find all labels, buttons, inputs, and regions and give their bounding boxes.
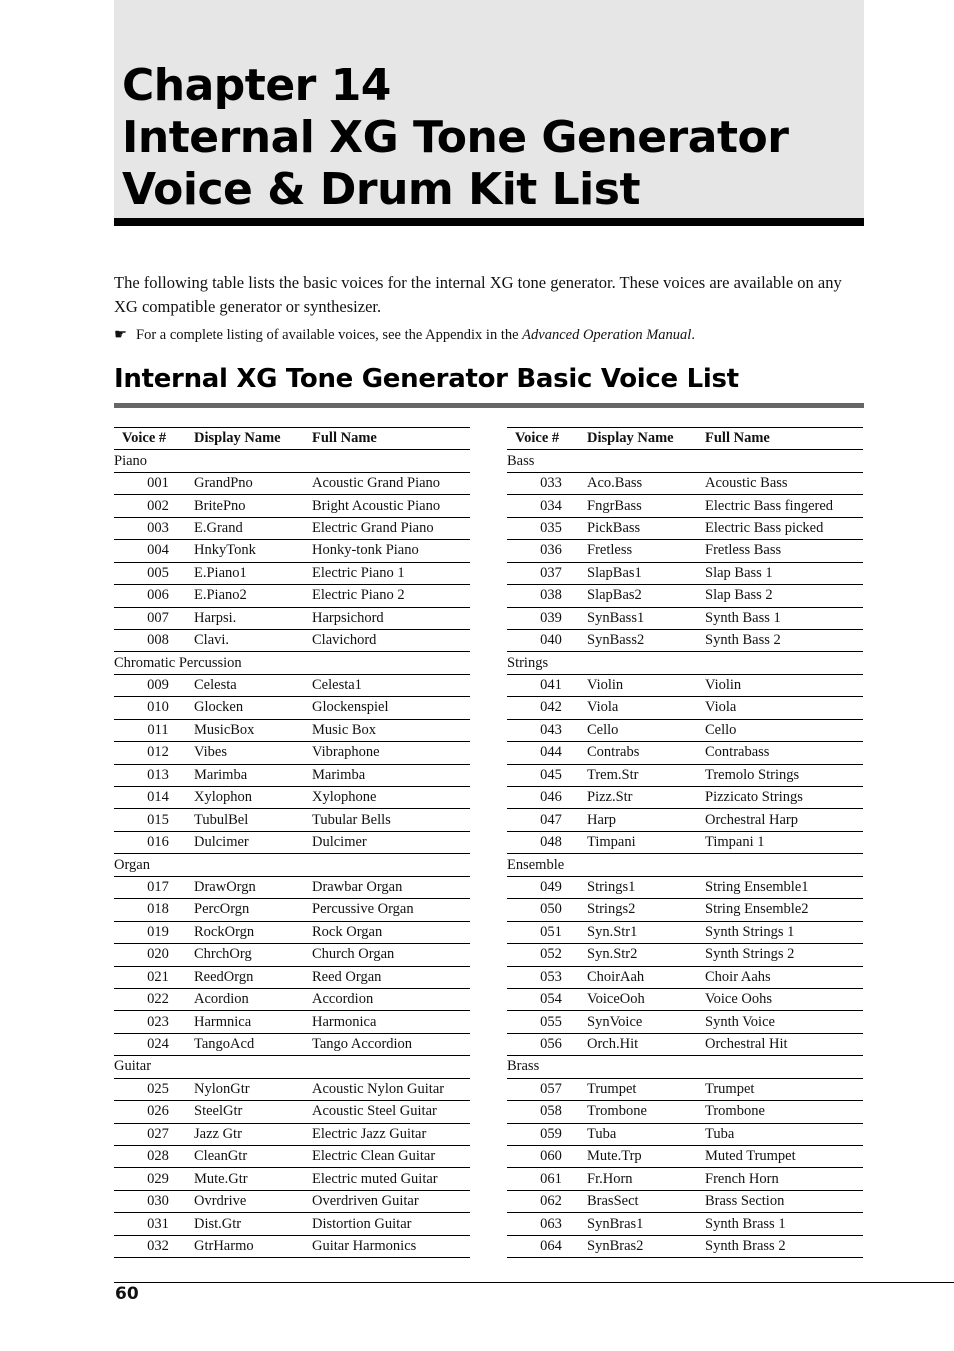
pointing-hand-icon: ☛ [114,327,127,343]
display-name: Harmnica [194,1011,312,1033]
voice-number: 015 [114,809,194,831]
full-name: Marimba [312,764,470,786]
display-name: DrawOrgn [194,876,312,898]
intro-paragraph: The following table lists the basic voices for the internal XG tone generator. These voices are available on any XG compatible generator or synthesizer. [114,273,842,316]
full-name: Reed Organ [312,966,470,988]
voice-number: 030 [114,1190,194,1212]
chapter-header-rule [114,218,864,226]
full-name: String Ensemble1 [705,876,863,898]
table-row [507,562,863,584]
table-row [507,1190,863,1212]
display-name: E.Grand [194,517,312,539]
table-header-row [114,428,470,450]
display-name: Strings2 [587,899,705,921]
full-name: Harmonica [312,1011,470,1033]
table-row [114,988,470,1010]
table-row [507,719,863,741]
category-row [507,450,863,472]
voice-number: 026 [114,1101,194,1123]
category-label: Strings [507,652,863,674]
table-header-row [507,428,863,450]
voice-number: 053 [507,966,587,988]
table-row [507,944,863,966]
display-name: PercOrgn [194,899,312,921]
full-name: Muted Trumpet [705,1146,863,1168]
voice-number: 055 [507,1011,587,1033]
full-name: Rock Organ [312,921,470,943]
display-name: SynBass1 [587,607,705,629]
display-name: Marimba [194,764,312,786]
voice-number: 019 [114,921,194,943]
table-row [114,742,470,764]
category-label: Brass [507,1056,863,1078]
note-text-after: . [691,327,695,343]
full-name: Acoustic Nylon Guitar [312,1078,470,1100]
table-row [114,1168,470,1190]
full-name: Celesta1 [312,674,470,696]
voice-number: 031 [114,1213,194,1235]
table-row [114,966,470,988]
display-name: Strings1 [587,876,705,898]
full-name: Xylophone [312,787,470,809]
voice-number: 020 [114,944,194,966]
display-name: ChoirAah [587,966,705,988]
voice-number: 010 [114,697,194,719]
display-name: Trem.Str [587,764,705,786]
chapter-title [122,60,788,216]
display-name: Celesta [194,674,312,696]
voice-table-left-body [114,450,470,1258]
voice-number: 051 [507,921,587,943]
full-name: Honky-tonk Piano [312,540,470,562]
table-row [507,966,863,988]
display-name: SynBras1 [587,1213,705,1235]
display-name: Tuba [587,1123,705,1145]
full-name: French Horn [705,1168,863,1190]
full-name: Slap Bass 1 [705,562,863,584]
chapter-title-line-3: Voice & Drum Kit List [122,164,640,215]
display-name: Glocken [194,697,312,719]
table-row [114,1235,470,1257]
voice-number: 058 [507,1101,587,1123]
table-row [114,1123,470,1145]
display-name: Pizz.Str [587,787,705,809]
table-row [114,1078,470,1100]
table-row [507,988,863,1010]
table-row [507,1101,863,1123]
full-name: Contrabass [705,742,863,764]
full-name: Clavichord [312,629,470,651]
display-name: Harp [587,809,705,831]
category-row [507,1056,863,1078]
full-name: Slap Bass 2 [705,585,863,607]
header-voice-number: Voice # [114,428,194,450]
table-row [114,472,470,494]
full-name: Dulcimer [312,831,470,853]
category-row [114,450,470,472]
voice-number: 017 [114,876,194,898]
voice-number: 009 [114,674,194,696]
category-row [507,854,863,876]
full-name: Synth Bass 1 [705,607,863,629]
display-name: E.Piano1 [194,562,312,584]
full-name: Cello [705,719,863,741]
full-name: Electric Bass fingered [705,495,863,517]
table-row [114,495,470,517]
table-row [114,1101,470,1123]
voice-number: 037 [507,562,587,584]
voice-number: 034 [507,495,587,517]
voice-number: 062 [507,1190,587,1212]
table-row [114,787,470,809]
table-row [507,742,863,764]
table-row [507,629,863,651]
category-label: Ensemble [507,854,863,876]
table-row [507,697,863,719]
voice-table-left [114,427,470,1258]
display-name: Fr.Horn [587,1168,705,1190]
table-row [114,540,470,562]
voice-number: 024 [114,1033,194,1055]
full-name: Timpani 1 [705,831,863,853]
voice-number: 016 [114,831,194,853]
section-title: Internal XG Tone Generator Basic Voice List [114,364,739,394]
category-label: Bass [507,450,863,472]
category-label: Organ [114,854,470,876]
header-display-name: Display Name [587,428,705,450]
voice-number: 057 [507,1078,587,1100]
full-name: Guitar Harmonics [312,1235,470,1257]
table-row [114,629,470,651]
display-name: ReedOrgn [194,966,312,988]
full-name: Church Organ [312,944,470,966]
full-name: Percussive Organ [312,899,470,921]
note-line [114,325,866,345]
display-name: Aco.Bass [587,472,705,494]
full-name: Overdriven Guitar [312,1190,470,1212]
full-name: Electric Piano 2 [312,585,470,607]
full-name: Electric Grand Piano [312,517,470,539]
full-name: Tubular Bells [312,809,470,831]
full-name: Music Box [312,719,470,741]
category-row [114,652,470,674]
display-name: Ovrdrive [194,1190,312,1212]
full-name: Electric muted Guitar [312,1168,470,1190]
full-name: Distortion Guitar [312,1213,470,1235]
display-name: Jazz Gtr [194,1123,312,1145]
full-name: Electric Bass picked [705,517,863,539]
full-name: Electric Piano 1 [312,562,470,584]
table-row [114,899,470,921]
table-row [507,1033,863,1055]
full-name: Tuba [705,1123,863,1145]
voice-number: 036 [507,540,587,562]
voice-number: 052 [507,944,587,966]
voice-number: 006 [114,585,194,607]
table-row [114,719,470,741]
full-name: Tango Accordion [312,1033,470,1055]
full-name: Trombone [705,1101,863,1123]
full-name: Orchestral Harp [705,809,863,831]
full-name: Electric Clean Guitar [312,1146,470,1168]
voice-number: 003 [114,517,194,539]
display-name: TangoAcd [194,1033,312,1055]
full-name: Brass Section [705,1190,863,1212]
full-name: Harpsichord [312,607,470,629]
table-row [114,1033,470,1055]
voice-number: 047 [507,809,587,831]
display-name: Contrabs [587,742,705,764]
table-row [114,764,470,786]
display-name: SynVoice [587,1011,705,1033]
category-label: Chromatic Percussion [114,652,470,674]
header-full-name: Full Name [312,428,470,450]
table-row [507,899,863,921]
display-name: SynBras2 [587,1235,705,1257]
voice-number: 054 [507,988,587,1010]
voice-number: 064 [507,1235,587,1257]
voice-number: 012 [114,742,194,764]
display-name: ChrchOrg [194,944,312,966]
category-row [114,1056,470,1078]
voice-number: 028 [114,1146,194,1168]
table-row [507,585,863,607]
table-row [507,495,863,517]
full-name: Violin [705,674,863,696]
display-name: GtrHarmo [194,1235,312,1257]
display-name: VoiceOoh [587,988,705,1010]
table-row [507,517,863,539]
full-name: Accordion [312,988,470,1010]
display-name: PickBass [587,517,705,539]
table-row [507,607,863,629]
table-row [507,809,863,831]
full-name: Fretless Bass [705,540,863,562]
voice-number: 049 [507,876,587,898]
voice-number: 063 [507,1213,587,1235]
display-name: Fretless [587,540,705,562]
full-name: Choir Aahs [705,966,863,988]
full-name: Acoustic Grand Piano [312,472,470,494]
table-row [114,921,470,943]
voice-number: 013 [114,764,194,786]
header-full-name: Full Name [705,428,863,450]
voice-number: 041 [507,674,587,696]
voice-number: 032 [114,1235,194,1257]
table-row [114,517,470,539]
table-row [114,809,470,831]
table-row [507,472,863,494]
voice-number: 060 [507,1146,587,1168]
voice-number: 048 [507,831,587,853]
voice-number: 033 [507,472,587,494]
voice-number: 050 [507,899,587,921]
table-row [507,1146,863,1168]
full-name: Viola [705,697,863,719]
voice-number: 021 [114,966,194,988]
display-name: TubulBel [194,809,312,831]
voice-number: 004 [114,540,194,562]
table-row [114,607,470,629]
table-row [507,1078,863,1100]
table-row [507,921,863,943]
display-name: SynBass2 [587,629,705,651]
display-name: Trombone [587,1101,705,1123]
full-name: Synth Brass 2 [705,1235,863,1257]
full-name: Acoustic Steel Guitar [312,1101,470,1123]
display-name: Syn.Str1 [587,921,705,943]
table-row [114,697,470,719]
table-row [507,1213,863,1235]
display-name: Violin [587,674,705,696]
section-title-rule [114,403,864,408]
voice-number: 022 [114,988,194,1010]
voice-number: 011 [114,719,194,741]
display-name: Mute.Gtr [194,1168,312,1190]
full-name: Vibraphone [312,742,470,764]
full-name: Synth Voice [705,1011,863,1033]
voice-number: 038 [507,585,587,607]
table-row [114,562,470,584]
full-name: String Ensemble2 [705,899,863,921]
table-row [507,876,863,898]
voice-number: 025 [114,1078,194,1100]
category-row [507,652,863,674]
voice-number: 039 [507,607,587,629]
note-text-before: For a complete listing of available voices, see the Appendix in the [136,327,523,343]
display-name: Clavi. [194,629,312,651]
display-name: Xylophon [194,787,312,809]
display-name: RockOrgn [194,921,312,943]
table-row [114,1011,470,1033]
voice-number: 029 [114,1168,194,1190]
table-row [507,1235,863,1257]
display-name: HnkyTonk [194,540,312,562]
display-name: Viola [587,697,705,719]
full-name: Synth Strings 1 [705,921,863,943]
table-row [507,831,863,853]
display-name: CleanGtr [194,1146,312,1168]
voice-number: 027 [114,1123,194,1145]
voice-number: 042 [507,697,587,719]
table-row [507,1168,863,1190]
display-name: BrasSect [587,1190,705,1212]
display-name: SlapBas2 [587,585,705,607]
table-row [114,876,470,898]
page-number: 60 [115,1284,139,1304]
full-name: Synth Brass 1 [705,1213,863,1235]
display-name: MusicBox [194,719,312,741]
table-row [114,1146,470,1168]
table-row [114,674,470,696]
chapter-title-line-2: Internal XG Tone Generator [122,112,789,163]
voice-number: 035 [507,517,587,539]
full-name: Voice Oohs [705,988,863,1010]
category-label: Guitar [114,1056,470,1078]
category-row [114,854,470,876]
header-voice-number: Voice # [507,428,587,450]
display-name: SteelGtr [194,1101,312,1123]
voice-number: 018 [114,899,194,921]
display-name: Dulcimer [194,831,312,853]
table-row [114,585,470,607]
header-display-name: Display Name [194,428,312,450]
display-name: E.Piano2 [194,585,312,607]
voice-number: 002 [114,495,194,517]
display-name: Cello [587,719,705,741]
voice-table-right-body [507,450,863,1258]
display-name: Trumpet [587,1078,705,1100]
voice-table-right [507,427,863,1258]
full-name: Orchestral Hit [705,1033,863,1055]
voice-number: 007 [114,607,194,629]
voice-number: 005 [114,562,194,584]
display-name: SlapBas1 [587,562,705,584]
voice-number: 046 [507,787,587,809]
full-name: Electric Jazz Guitar [312,1123,470,1145]
full-name: Glockenspiel [312,697,470,719]
display-name: Acordion [194,988,312,1010]
table-row [114,831,470,853]
full-name: Synth Bass 2 [705,629,863,651]
table-row [114,1190,470,1212]
footer-rule [114,1282,954,1283]
full-name: Synth Strings 2 [705,944,863,966]
full-name: Bright Acoustic Piano [312,495,470,517]
voice-number: 023 [114,1011,194,1033]
table-row [507,1123,863,1145]
display-name: Vibes [194,742,312,764]
display-name: Mute.Trp [587,1146,705,1168]
display-name: Syn.Str2 [587,944,705,966]
table-row [507,1011,863,1033]
voice-number: 043 [507,719,587,741]
voice-number: 014 [114,787,194,809]
display-name: BritePno [194,495,312,517]
table-row [507,540,863,562]
display-name: GrandPno [194,472,312,494]
full-name: Drawbar Organ [312,876,470,898]
voice-number: 008 [114,629,194,651]
voice-number: 059 [507,1123,587,1145]
voice-number: 061 [507,1168,587,1190]
voice-number: 044 [507,742,587,764]
display-name: Orch.Hit [587,1033,705,1055]
table-row [114,1213,470,1235]
category-label: Piano [114,450,470,472]
table-row [114,944,470,966]
display-name: FngrBass [587,495,705,517]
table-row [507,787,863,809]
full-name: Trumpet [705,1078,863,1100]
display-name: Harpsi. [194,607,312,629]
display-name: Timpani [587,831,705,853]
table-row [507,674,863,696]
display-name: NylonGtr [194,1078,312,1100]
voice-number: 040 [507,629,587,651]
voice-number: 056 [507,1033,587,1055]
note-manual-title: Advanced Operation Manual [522,327,692,343]
display-name: Dist.Gtr [194,1213,312,1235]
full-name: Acoustic Bass [705,472,863,494]
chapter-title-line-1: Chapter 14 [122,60,391,111]
voice-number: 045 [507,764,587,786]
full-name: Tremolo Strings [705,764,863,786]
table-row [507,764,863,786]
full-name: Pizzicato Strings [705,787,863,809]
voice-number: 001 [114,472,194,494]
